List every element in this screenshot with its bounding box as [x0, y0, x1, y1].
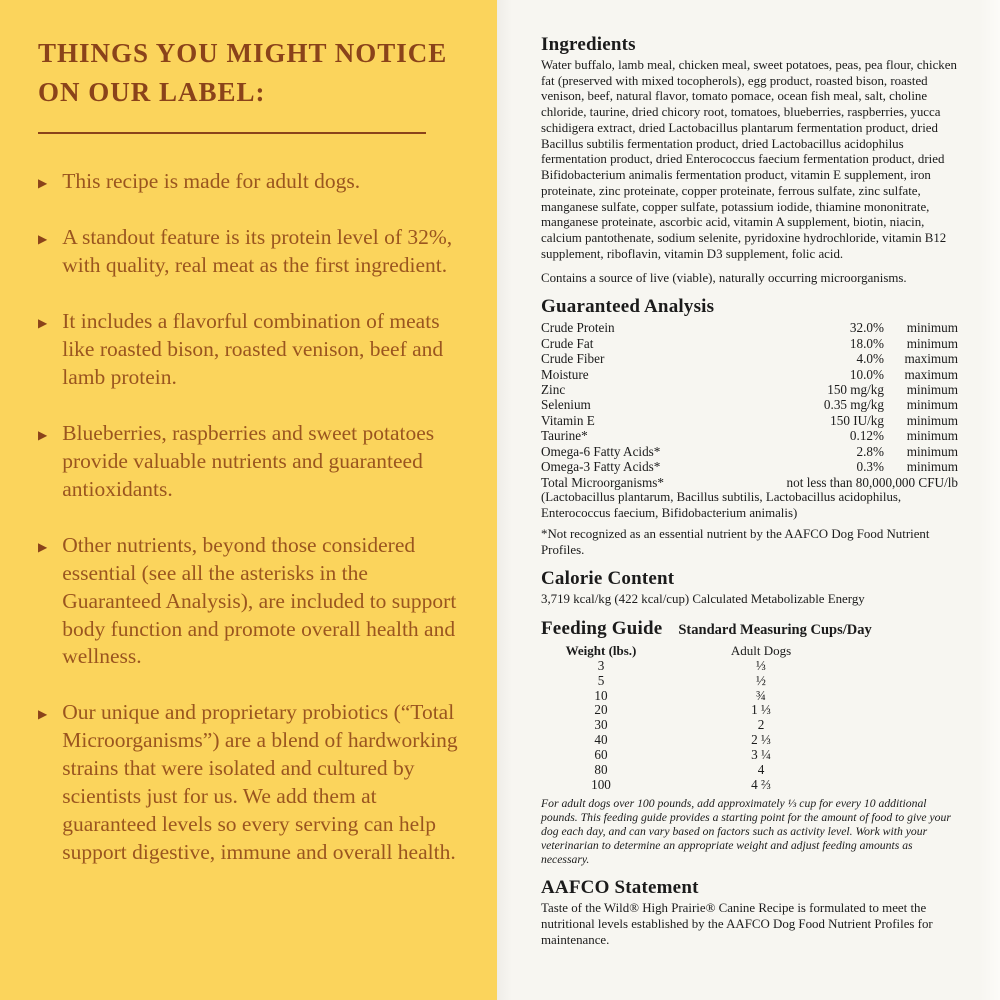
cups-value: 1 ⅓ [751, 702, 771, 718]
product-label-panel [497, 0, 1000, 1000]
total-microorganisms-name: Total Microorganisms* [541, 474, 665, 490]
guaranteed-analysis-row [541, 382, 958, 397]
guaranteed-analysis-section [541, 296, 958, 558]
nutrient-qualifier: maximum [904, 351, 958, 367]
feeding-guide-row [541, 718, 958, 733]
bullet-item [38, 168, 469, 196]
nutrient-name: Selenium [541, 397, 591, 413]
nutrient-value: 0.3% [856, 459, 884, 475]
calorie-content-heading: Calorie Content [541, 568, 675, 590]
nutrient-value: 0.12% [849, 428, 884, 444]
nutrient-value: 2.8% [856, 443, 884, 459]
ingredients-section [541, 34, 958, 286]
left-panel-title: THINGS YOU MIGHT NOTICE ON OUR LABEL: [38, 38, 448, 108]
total-microorganisms-value: not less than 80,000,000 CFU/lb [786, 474, 958, 490]
aafco-section [541, 877, 958, 948]
weight-value: 60 [594, 747, 608, 763]
nutrient-qualifier: minimum [906, 428, 958, 444]
bullet-arrow-icon: ▶ [38, 427, 48, 442]
cups-value: 4 [757, 762, 765, 778]
nutrient-name: Omega-3 Fatty Acids* [541, 459, 661, 475]
cups-value: 4 ⅔ [751, 777, 771, 793]
weight-value: 3 [597, 657, 605, 673]
bullet-item [38, 699, 469, 867]
bullet-arrow-icon: ▶ [38, 176, 48, 191]
nutrient-value: 150 IU/kg [830, 412, 884, 428]
bullet-arrow-icon: ▶ [38, 707, 48, 722]
weight-value: 5 [597, 672, 605, 688]
bullet-text: Blueberries, raspberries and sweet potatoes provide valuable nutrients and guaranteed antioxidants. [62, 420, 435, 501]
microorganism-list: (Lactobacillus plantarum, Bacillus subtilis, Lactobacillus acidophilus, Enterococcus faecium, Bifidobacterium animalis) [541, 490, 902, 520]
left-callout-panel [0, 0, 497, 1000]
guaranteed-analysis-row [541, 459, 958, 474]
cups-value: ⅓ [756, 657, 766, 673]
feeding-guide-row [541, 763, 958, 778]
nutrient-name: Zinc [541, 382, 566, 398]
feeding-guide-subheading: Standard Measuring Cups/Day [678, 621, 872, 638]
weight-value: 30 [594, 717, 608, 733]
bullet-item [38, 420, 469, 504]
bullet-list [38, 168, 469, 867]
bullet-text: A standout feature is its protein level of 32%, with quality, real meat as the first ingredient. [62, 225, 453, 278]
nutrient-value: 18.0% [849, 335, 884, 351]
nutrient-value: 150 mg/kg [827, 382, 884, 398]
feeding-guide-row [541, 674, 958, 689]
aafco-body: Taste of the Wild® High Prairie® Canine Recipe is formulated to meet the nutritional levels established by the AAFCO Dog Food Nutrient Profiles for maintenance. [541, 901, 933, 947]
feeding-guide-row [541, 733, 958, 748]
guaranteed-analysis-row [541, 320, 958, 335]
feeding-guide-heading: Feeding Guide [541, 617, 663, 639]
guaranteed-analysis-row [541, 351, 958, 366]
feeding-guide-note: For adult dogs over 100 pounds, add approximately ⅓ cup for every 10 additional pounds. This feeding guide provides a starting point for the amount of food to give your dog each day, and can vary based on factors such as activity level. Work with your veterinarian to determine an appropriate weight and adjust feeding amounts as necessary. [541, 796, 951, 867]
nutrient-value: 4.0% [856, 351, 884, 367]
feeding-guide-header [541, 618, 958, 642]
nutrient-value: 32.0% [849, 320, 884, 336]
feeding-guide-row [541, 778, 958, 793]
calorie-content-section [541, 568, 958, 608]
nutrient-qualifier: minimum [906, 335, 958, 351]
bullet-text: Our unique and proprietary probiotics (“Total Microorganisms”) are a blend of hardworking strains that were isolated and cultured by scientists just for us. We add them at guaranteed levels so every serving can help support digestive, immune and overall health. [62, 700, 458, 865]
feeding-guide-rows [541, 659, 958, 793]
bullet-item [38, 308, 469, 392]
calorie-content-body: 3,719 kcal/kg (422 kcal/cup) Calculated Metabolizable Energy [541, 592, 865, 607]
bullet-arrow-icon: ▶ [38, 232, 48, 247]
cups-value: 2 ⅓ [751, 732, 771, 748]
feeding-guide-row [541, 689, 958, 704]
feeding-guide-section [541, 618, 958, 867]
aafco-heading: AAFCO Statement [541, 877, 699, 899]
nutrient-qualifier: minimum [906, 320, 958, 336]
feeding-guide-row [541, 703, 958, 718]
total-microorganisms-row [541, 475, 958, 490]
cups-value: 2 [757, 717, 765, 733]
nutrient-qualifier: minimum [906, 382, 958, 398]
weight-value: 10 [594, 687, 608, 703]
bullet-item [38, 224, 469, 280]
feeding-guide-row [541, 748, 958, 763]
bullet-text: It includes a flavorful combination of meats like roasted bison, roasted venison, beef and lamb protein. [62, 309, 444, 389]
cups-value: ½ [756, 672, 766, 688]
guaranteed-analysis-row [541, 367, 958, 382]
nutrient-qualifier: minimum [906, 443, 958, 459]
bullet-item [38, 532, 469, 672]
nutrient-name: Moisture [541, 366, 589, 382]
weight-column-header: Weight (lbs.) [565, 642, 637, 658]
nutrient-name: Crude Fat [541, 335, 594, 351]
nutrient-name: Taurine* [541, 428, 588, 444]
nutrient-qualifier: maximum [904, 366, 958, 382]
nutrient-qualifier: minimum [906, 459, 958, 475]
guaranteed-analysis-row [541, 444, 958, 459]
ingredients-body: Water buffalo, lamb meal, chicken meal, sweet potatoes, peas, pea flour, chicken fat (preserved with mixed tocopherols), egg product, roasted bison, roasted venison, beef, natural flavor, tomato pomace, ocean fish meal, salt, choline chloride, taurine, dried chicory root, tomatoes, blueberries, raspberries, yucca schidigera extract, dried Lactobacillus plantarum fermentation product, dried Bacillus subtilis fermentation product, dried Lactobacillus acidophilus fermentation product, dried Enterococcus faecium fermentation product, dried Bifidobacterium animalis fermentation product, vitamin E supplement, iron proteinate, zinc proteinate, copper proteinate, ferrous sulfate, zinc sulfate, manganese sulfate, copper sulfate, potassium iodide, thiamine mononitrate, manganese proteinate, ascorbic acid, vitamin A supplement, biotin, niacin, calcium pantothenate, sodium selenite, pyridoxine hydrochloride, vitamin B12 supplement, riboflavin, vitamin D3 supplement, folic acid. [541, 58, 957, 261]
asterisk-footnote: *Not recognized as an essential nutrient by the AAFCO Dog Food Nutrient Profiles. [541, 527, 930, 557]
nutrient-name: Omega-6 Fatty Acids* [541, 443, 661, 459]
weight-value: 100 [591, 777, 611, 793]
nutrient-name: Vitamin E [541, 412, 595, 428]
nutrient-value: 0.35 mg/kg [823, 397, 884, 413]
feeding-guide-row [541, 659, 958, 674]
guaranteed-analysis-row [541, 336, 958, 351]
nutrient-qualifier: minimum [906, 397, 958, 413]
nutrient-name: Crude Protein [541, 320, 615, 336]
weight-value: 40 [594, 732, 608, 748]
bullet-arrow-icon: ▶ [38, 539, 48, 554]
bullet-arrow-icon: ▶ [38, 316, 48, 331]
cups-column-header: Adult Dogs [730, 642, 792, 658]
ingredients-heading: Ingredients [541, 34, 636, 55]
bullet-text: This recipe is made for adult dogs. [62, 169, 361, 194]
weight-value: 80 [594, 762, 608, 778]
guaranteed-analysis-heading: Guaranteed Analysis [541, 296, 715, 318]
guaranteed-analysis-row [541, 413, 958, 428]
bullet-text: Other nutrients, beyond those considered essential (see all the asterisks in the Guaranteed Analysis), are included to support body function and promote overall health and wellness. [62, 532, 457, 669]
nutrient-value: 10.0% [849, 366, 884, 382]
guaranteed-analysis-row [541, 397, 958, 412]
feeding-guide-column-headers [541, 643, 958, 659]
guaranteed-analysis-row [541, 428, 958, 443]
cups-value: ¾ [756, 687, 766, 703]
guaranteed-analysis-rows [541, 320, 958, 474]
cups-value: 3 ¼ [751, 747, 771, 763]
nutrient-name: Crude Fiber [541, 351, 605, 367]
nutrient-qualifier: minimum [906, 412, 958, 428]
title-divider [38, 132, 426, 134]
ingredients-note: Contains a source of live (viable), naturally occurring microorganisms. [541, 270, 907, 285]
weight-value: 20 [594, 702, 608, 718]
